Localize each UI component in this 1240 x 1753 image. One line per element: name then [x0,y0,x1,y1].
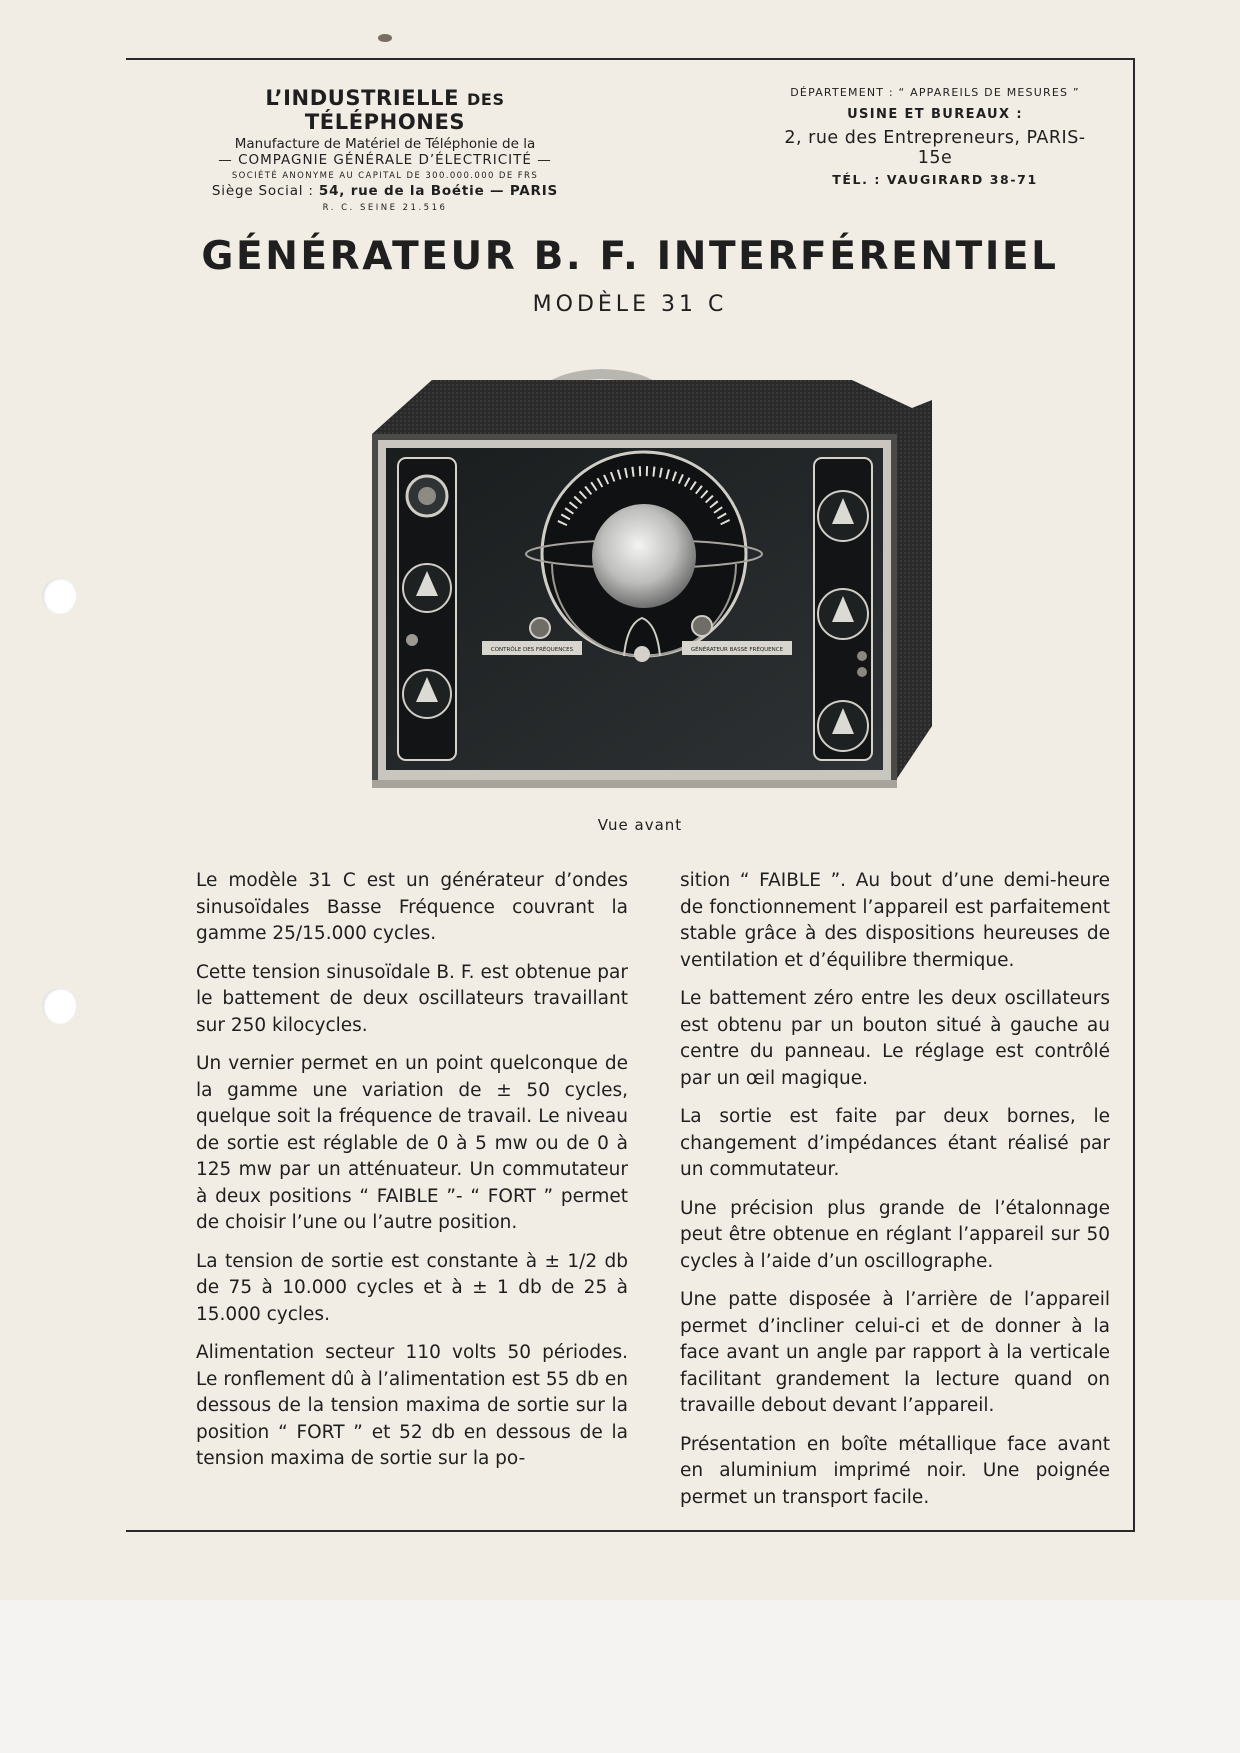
company-line-manufacture: Manufacture de Matériel de Téléphonie de la [234,136,536,152]
page-bottom-margin [0,1600,1240,1753]
device-side [892,400,932,786]
paragraph: La sortie est faite par deux bornes, le changement d’impédances étant réalisé par un commutateur. [680,1106,1110,1180]
magic-eye [530,618,550,638]
left-switch [406,634,418,646]
company-header [190,86,580,213]
usine-line: USINE ET BUREAUX : [847,107,1023,122]
page-title: GÉNÉRATEUR B. F. INTERFÉRENTIEL [201,234,1059,279]
department-line: DÉPARTEMENT : “ APPAREILS DE MESURES ” [790,86,1080,99]
department-header [770,86,1100,187]
paragraph: La tension de sortie est constante à ± 1/2 db de 75 à 10.000 cycles et à ± 1 db de 25 à 15.000 cycles. [196,1250,628,1325]
address-line: 2, rue des Entrepreneurs, PARIS-15e [784,128,1086,168]
telephone-line: TÉL. : VAUGIRARD 38-71 [832,172,1038,187]
device-base-rail [372,780,897,788]
paragraph: Une patte disposée à l’arrière de l’appareil permet d’incliner celui-ci et de donner à la face avant un angle par rapport à la verticale facilitant grandement la lecture quand on travaille debout devant l’appareil. [680,1289,1110,1416]
zero-beat-knob [634,646,650,662]
photo-caption: Vue avant [597,816,683,834]
paragraph: sition “ FAIBLE ”. Au bout d’une demi-heure de fonctionnement l’appareil est parfaitement stable grâce à des dispositions heureuses de ventilation et d’équilibre thermique. [680,870,1110,971]
paragraph: Un vernier permet en un point quelconque de la gamme une variation de ± 50 cycles, quelque soit la fréquence de travail. Le niveau de sortie est réglable de 0 à 5 mw ou de 0 à 125 mw par un atténuateur. Un commutateur à deux positions “ FAIBLE ”- “ FORT ” permet de choisir l’une ou l’autre position. [196,1053,628,1233]
paragraph: Le modèle 31 C est un générateur d’ondes sinusoïdales Basse Fréquence couvrant la gamme 25/15.000 cycles. [196,870,628,944]
nameplate-left-text: CONTRÔLE DES FRÉQUENCES [490,647,574,653]
main-dial-lens [592,504,696,608]
output-terminal-2 [857,667,867,677]
output-terminal-1 [857,651,867,661]
device-top [372,380,912,434]
company-line-rc: R. C. SEINE 21.516 [322,203,448,213]
company-line-cge: — COMPAGNIE GÉNÉRALE D’ÉLECTRICITÉ — [218,152,552,168]
company-line-capital: SOCIÉTÉ ANONYME AU CAPITAL DE 300.000.000 DE FRS [231,171,539,181]
punch-hole-bottom [42,988,76,1024]
company-name: L’INDUSTRIELLE DES TÉLÉPHONES [265,86,505,134]
paragraph: Présentation en boîte métallique face avant en aluminium imprimé noir. Une poignée permet un transport facile. [680,1433,1110,1508]
text-column-left [196,868,628,1485]
company-line-siege: Siège Social : 54, rue de la Boétie — PARIS [211,183,559,199]
left-indicator-center [418,487,436,505]
page-subtitle: MODÈLE 31 C [532,292,728,317]
paragraph: Alimentation secteur 110 volts 50 périodes. Le ronflement dû à l’alimentation est 55 db en dessous de la tension maxima de sortie sur la position “ FORT ” et 52 db en dessous de la tension maxima de sortie sur la po- [196,1342,628,1469]
punch-hole-top [42,578,76,614]
nameplate-right-text: GÉNÉRATEUR BASSE FRÉQUENCE [690,647,784,653]
device-photo [372,356,932,806]
paragraph: Le battement zéro entre les deux oscillateurs est obtenu par un bouton situé à gauche au centre du panneau. Le réglage est contrôlé par un œil magique. [680,988,1110,1089]
text-column-right [680,868,1110,1523]
paragraph: Une précision plus grande de l’étalonnage peut être obtenue en réglant l’appareil sur 50 cycles à l’aide d’un oscillographe. [680,1197,1110,1272]
vernier-indicator [692,616,712,636]
paragraph: Cette tension sinusoïdale B. F. est obtenue par le battement de deux oscillateurs travaillant sur 250 kilocycles. [196,961,628,1036]
paper-stain [378,34,392,42]
